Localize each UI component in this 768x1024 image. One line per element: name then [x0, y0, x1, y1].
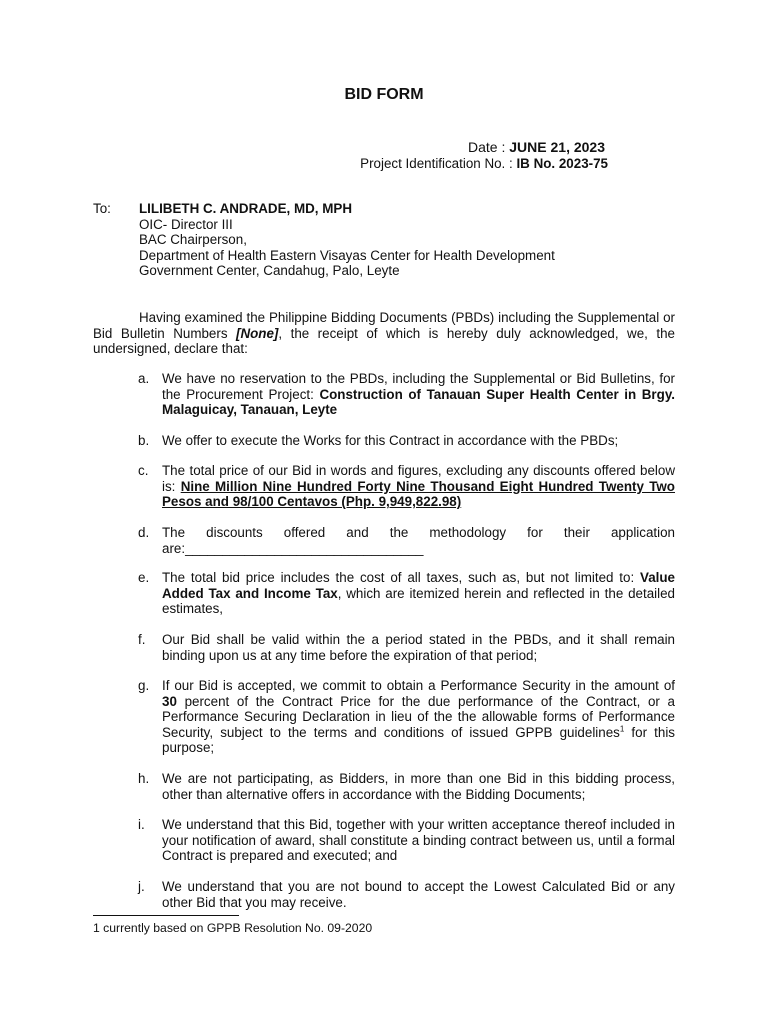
item-marker: b.: [138, 433, 150, 448]
item-text-part: We offer to execute the Works for this Contract in accordance with the PBDs;: [162, 433, 619, 448]
item-text-part: If our Bid is accepted, we commit to obtain a Performance Security in the amount of: [162, 678, 675, 693]
item-text: [162, 463, 675, 510]
bulletin-numbers: [None]: [236, 325, 279, 341]
addressee-name: LILIBETH C. ANDRADE, MD, MPH: [139, 201, 353, 216]
item-marker: g.: [138, 678, 150, 693]
footnote: 1 currently based on GPPB Resolution No. 09-2020: [93, 921, 373, 935]
date-line: [0, 140, 605, 156]
item-text-part: percent of the Contract Price for the due performance of the Contract, or a Performance Securing Declaration in lieu of the the allowable forms of Performance Security, subject to the terms and conditions of issued GPPB guidelines: [162, 693, 675, 740]
item-text: [162, 632, 675, 663]
item-text-part: The total bid price includes the cost of all taxes, such as, but not limited to:: [162, 570, 640, 585]
item-marker: h.: [138, 771, 150, 786]
item-text-part: The total price of our Bid in words and figures, excluding any discounts offered below is:: [162, 463, 675, 494]
item-marker: j.: [138, 879, 145, 894]
item-text: [162, 433, 675, 449]
addressee-line: OIC- Director III: [139, 216, 233, 232]
security-percent: 30: [162, 693, 177, 709]
project-id-line: [0, 156, 608, 172]
item-marker: a.: [138, 371, 150, 386]
item-text-part: We are not participating, as Bidders, in more than one Bid in this bidding process, other than alternative offers in accordance with the Bidding Documents;: [162, 771, 675, 802]
addressee-line: BAC Chairperson,: [139, 232, 247, 248]
item-text: [162, 879, 675, 910]
to-label: To:: [93, 201, 111, 216]
item-text: [162, 525, 675, 556]
item-text: [162, 817, 675, 864]
item-text-part: We understand that you are not bound to accept the Lowest Calculated Bid or any other Bid that you may receive.: [162, 879, 675, 910]
item-text-part: for this purpose;: [162, 724, 676, 756]
intro-text: Having examined the Philippine Bidding Documents (PBDs) including the Supplemental or Bid Bulletin Numbers: [93, 310, 675, 341]
project-id-label: Project Identification No. :: [360, 156, 517, 171]
date-value: JUNE 21, 2023: [509, 139, 605, 155]
item-text-part: Our Bid shall be valid within the a period stated in the PBDs, and it shall remain binding upon us at any time before the expiration of that period;: [162, 632, 675, 663]
item-text: [162, 570, 675, 617]
item-text-part: We have no reservation to the PBDs, including the Supplemental or Bid Bulletins, for the Procurement Project:: [162, 371, 675, 402]
addressee-line: Department of Health Eastern Visayas Center for Health Development: [139, 247, 555, 263]
project-id-value: IB No. 2023-75: [516, 156, 608, 171]
project-name: Construction of Tanauan Super Health Center in Brgy. Malaguicay, Tanauan, Leyte: [162, 386, 675, 418]
bid-price-words: Nine Million Nine Hundred Forty Nine Thousand Eight Hundred Twenty Two Pesos and 98/100 Centavos (Php. 9,949,822.98): [162, 478, 675, 510]
footnote-separator: [93, 915, 239, 916]
intro-text: , the receipt of which is hereby duly acknowledged, we, the undersigned, declare that:: [93, 325, 675, 357]
date-label: Date :: [468, 139, 510, 155]
item-text: [162, 771, 675, 802]
item-text-part: We understand that this Bid, together with your written acceptance thereof included in your notification of award, shall constitute a binding contract between us, until a formal Contract is prepared and executed; and: [162, 817, 675, 864]
taxes-included: Value Added Tax and Income Tax: [162, 570, 675, 601]
item-marker: e.: [138, 570, 150, 585]
addressee-block: [139, 201, 699, 279]
item-text-part: The discounts offered and the methodology for their application are:________________________________: [162, 525, 675, 556]
item-marker: c.: [138, 463, 149, 478]
item-text: [162, 371, 675, 418]
item-marker: f.: [138, 632, 146, 647]
item-text-part: , which are itemized herein and reflected in the detailed estimates,: [162, 585, 675, 617]
intro-paragraph: [93, 310, 675, 357]
item-text: [162, 678, 675, 756]
document-title: BID FORM: [344, 86, 424, 103]
footnote-reference[interactable]: 1: [619, 724, 625, 734]
addressee-line: Government Center, Candahug, Palo, Leyte: [139, 263, 400, 279]
item-marker: d.: [138, 525, 150, 540]
item-marker: i.: [138, 817, 145, 832]
